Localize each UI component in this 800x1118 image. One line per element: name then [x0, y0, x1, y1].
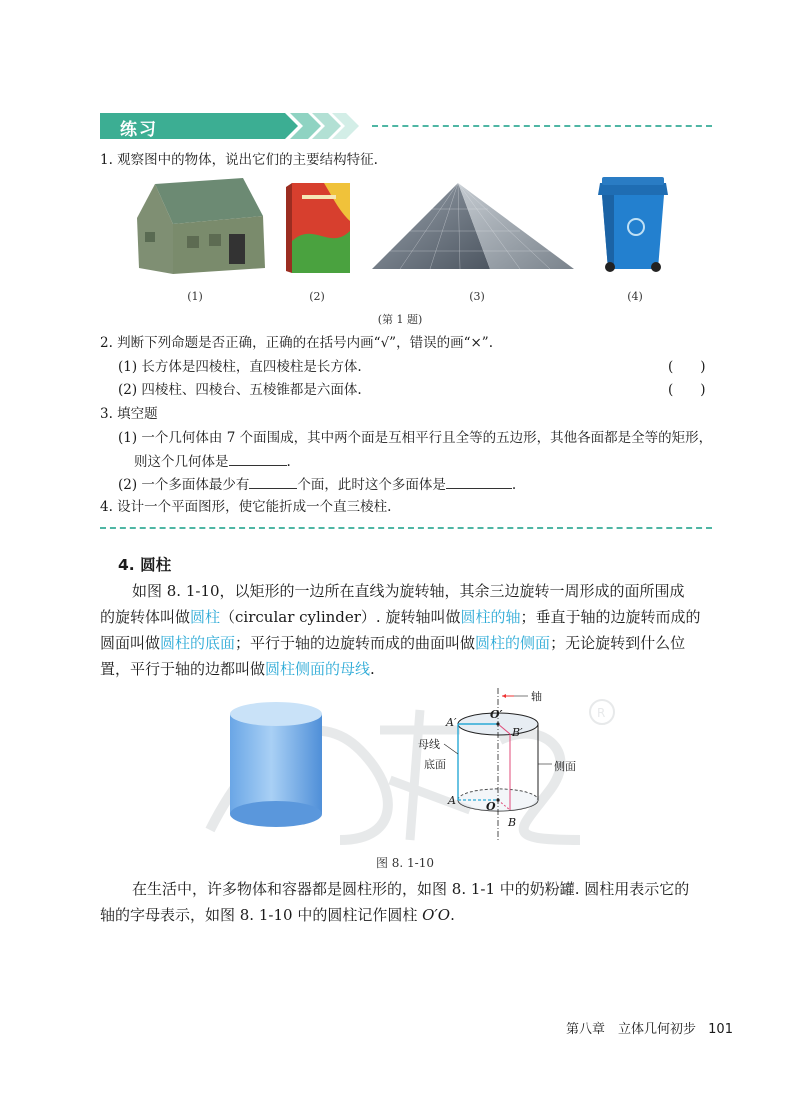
definition-paragraph — [100, 578, 720, 682]
question-2: 2. 判断下列命题是否正确，正确的在括号内画“√”，错误的画“×”. — [100, 335, 493, 351]
exercise-title: 练习 — [120, 120, 158, 140]
paragraph-line — [100, 656, 720, 682]
label-A-prime: A′ — [446, 716, 457, 729]
question-3-item-1-line-2 — [134, 451, 291, 472]
label-A: A — [448, 794, 456, 807]
term-cylinder-base: 圆柱的底面 — [160, 634, 236, 652]
text: ；无论旋转到什么位 — [550, 634, 686, 652]
label-axis: 轴 — [531, 690, 542, 703]
question-3-item-1-line-1: (1) 一个几何体由 7 个面围成，其中两个面是互相平行且全等的五边形，其他各面都是全等的矩形， — [118, 430, 713, 446]
question-2-item-2-answer-paren: ( ) — [668, 382, 706, 398]
question-3-item-2-text-a: (2) 一个多面体最少有 — [118, 477, 250, 493]
paragraph-line — [100, 902, 720, 928]
label-B-prime: B′ — [512, 726, 523, 739]
photo-label-2: (2) — [309, 290, 325, 303]
period: . — [286, 454, 291, 470]
photo-label-1: (1) — [187, 290, 203, 303]
text: 圆面叫做 — [100, 634, 161, 652]
text: ；垂直于轴的边旋转而成的 — [520, 608, 701, 626]
label-O-prime: O′ — [490, 708, 503, 721]
question-2-item-1: (1) 长方体是四棱柱，直四棱柱是长方体. — [118, 359, 362, 375]
question-3-item-1-text: 则这个几何体是 — [134, 454, 229, 470]
question-1-figure-caption: (第 1 题) — [377, 313, 423, 326]
period: . — [511, 477, 517, 493]
question-3-item-2-text-b: 个面，此时这个多面体是 — [297, 477, 446, 493]
application-paragraph — [100, 876, 720, 928]
page-number: 101 — [708, 1022, 733, 1037]
paragraph-line: 如图 8. 1-10，以矩形的一边所在直线为旋转轴，其余三边旋转一周形成的面所围成 — [132, 582, 685, 600]
svg-text:R: R — [597, 706, 606, 720]
question-4: 4. 设计一个平面图形，使它能折成一个直三棱柱. — [100, 499, 392, 515]
label-generatrix: 母线 — [418, 738, 440, 751]
book-photo — [284, 181, 354, 276]
text: ；平行于轴的边旋转而成的曲面叫做 — [235, 634, 476, 652]
text: 的旋转体叫做 — [100, 608, 191, 626]
section-heading: 4. 圆柱 — [118, 556, 172, 574]
label-side: 侧面 — [554, 760, 576, 773]
chapter-title: 第八章 立体几何初步 — [566, 1022, 697, 1037]
labeled-cylinder-diagram — [410, 682, 610, 850]
text: 置，平行于轴的边都叫做 — [100, 660, 266, 678]
answer-blank[interactable] — [446, 474, 512, 489]
photo-label-3: (3) — [469, 290, 485, 303]
question-2-item-2: (2) 四棱柱、四棱台、五棱锥都是六面体. — [118, 382, 362, 398]
banner-dashed-rule — [372, 125, 712, 127]
text: （circular cylinder）. 旋转轴叫做 — [220, 608, 461, 626]
paragraph-line: 在生活中，许多物体和容器都是圆柱形的，如图 8. 1-1 中的奶粉罐. 圆柱用表示它的 — [132, 880, 690, 898]
exercise-end-dashed-rule — [100, 527, 712, 529]
paragraph-line — [100, 630, 720, 656]
pyramid-photo — [370, 181, 575, 271]
answer-blank[interactable] — [249, 474, 297, 489]
text: . — [370, 660, 375, 678]
period: . — [450, 906, 455, 924]
question-2-item-1-answer-paren: ( ) — [668, 359, 706, 375]
paragraph-line — [100, 604, 720, 630]
label-O: O — [486, 800, 496, 813]
label-B: B — [508, 816, 517, 829]
page-footer — [566, 1018, 733, 1037]
figure-caption: 图 8. 1-10 — [375, 856, 435, 870]
term-cylinder-axis: 圆柱的轴 — [460, 608, 521, 626]
term-cylinder: 圆柱 — [190, 608, 221, 626]
math-cylinder-name: O′O — [422, 906, 451, 924]
question-1: 1. 观察图中的物体，说出它们的主要结构特征. — [100, 152, 378, 168]
solid-cylinder-figure — [226, 700, 326, 830]
label-base: 底面 — [424, 758, 446, 771]
question-3-item-2 — [118, 474, 516, 495]
question-3: 3. 填空题 — [100, 406, 158, 422]
term-generatrix: 圆柱侧面的母线 — [265, 660, 371, 678]
term-cylinder-lateral-surface: 圆柱的侧面 — [475, 634, 551, 652]
photo-label-4: (4) — [627, 290, 643, 303]
answer-blank[interactable] — [229, 451, 287, 466]
tent-photo — [133, 176, 269, 276]
trash-bin-photo — [596, 175, 672, 275]
text: 轴的字母表示，如图 8. 1-10 中的圆柱记作圆柱 — [100, 906, 423, 924]
exercise-banner — [100, 113, 370, 139]
